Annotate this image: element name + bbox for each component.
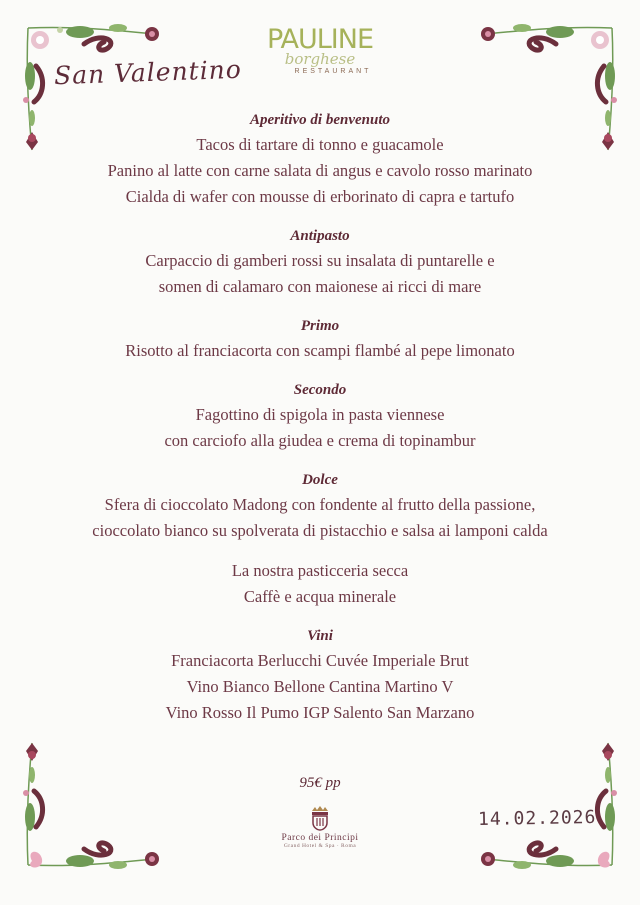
- menu-item: Fagottino di spigola in pasta viennese: [195, 405, 445, 424]
- menu-item: cioccolato bianco su spolverata di pistacchio e salsa ai lamponi calda: [92, 521, 548, 540]
- section-title: Antipasto: [290, 228, 350, 244]
- logo-script: borghese: [284, 50, 356, 68]
- menu-section: [0, 558, 640, 610]
- section-title: Vini: [307, 628, 333, 644]
- event-title: San Valentino: [53, 54, 243, 91]
- menu-item: somen di calamaro con maionese ai ricci di mare: [158, 277, 482, 296]
- logo-subtitle: RESTAURANT: [294, 68, 372, 75]
- hotel-crest-icon: [309, 805, 331, 831]
- menu-item: Franciacorta Berlucchi Cuvée Imperiale Brut: [171, 651, 469, 670]
- section-title: Aperitivo di benvenuto: [250, 112, 390, 128]
- menu-section: [0, 378, 640, 454]
- price-per-person: 95€ pp: [299, 775, 341, 791]
- hotel-name: Parco dei Principi: [281, 833, 359, 843]
- menu-item: Panino al latte con carne salata di angus e cavolo rosso marinato: [107, 161, 533, 180]
- menu-item: con carciofo alla giudea e crema di topinambur: [164, 431, 476, 450]
- menu-item: Sfera di cioccolato Madong con fondente al frutto della passione,: [104, 495, 536, 514]
- menu-item: La nostra pasticceria secca: [231, 561, 409, 580]
- section-title: Secondo: [293, 382, 347, 398]
- menu-section: [0, 314, 640, 364]
- menu-item: Vino Bianco Bellone Cantina Martino V: [186, 677, 454, 696]
- section-title: Primo: [300, 318, 340, 334]
- menu-item: Cialda di wafer con mousse di erborinato di capra e tartufo: [125, 187, 515, 206]
- menu-item: Carpaccio di gamberi rossi su insalata di puntarelle e: [145, 251, 495, 270]
- menu-section: [0, 624, 640, 726]
- menu-body: [0, 108, 640, 740]
- section-title: Dolce: [302, 472, 338, 488]
- menu-item: Vino Rosso Il Pumo IGP Salento San Marzano: [165, 703, 475, 722]
- hotel-subtitle: Grand Hotel & Spa · Roma: [283, 843, 357, 849]
- menu-item: Tacos di tartare di tonno e guacamole: [196, 135, 444, 154]
- menu-item: Risotto al franciacorta con scampi flambé al pepe limonato: [125, 341, 515, 360]
- menu-section: [0, 468, 640, 544]
- menu-item: Caffè e acqua minerale: [243, 587, 397, 606]
- logo-name: PAULINE: [266, 24, 374, 55]
- event-date: 14.02.2026: [477, 806, 597, 831]
- menu-section: [0, 224, 640, 300]
- menu-section: [0, 108, 640, 210]
